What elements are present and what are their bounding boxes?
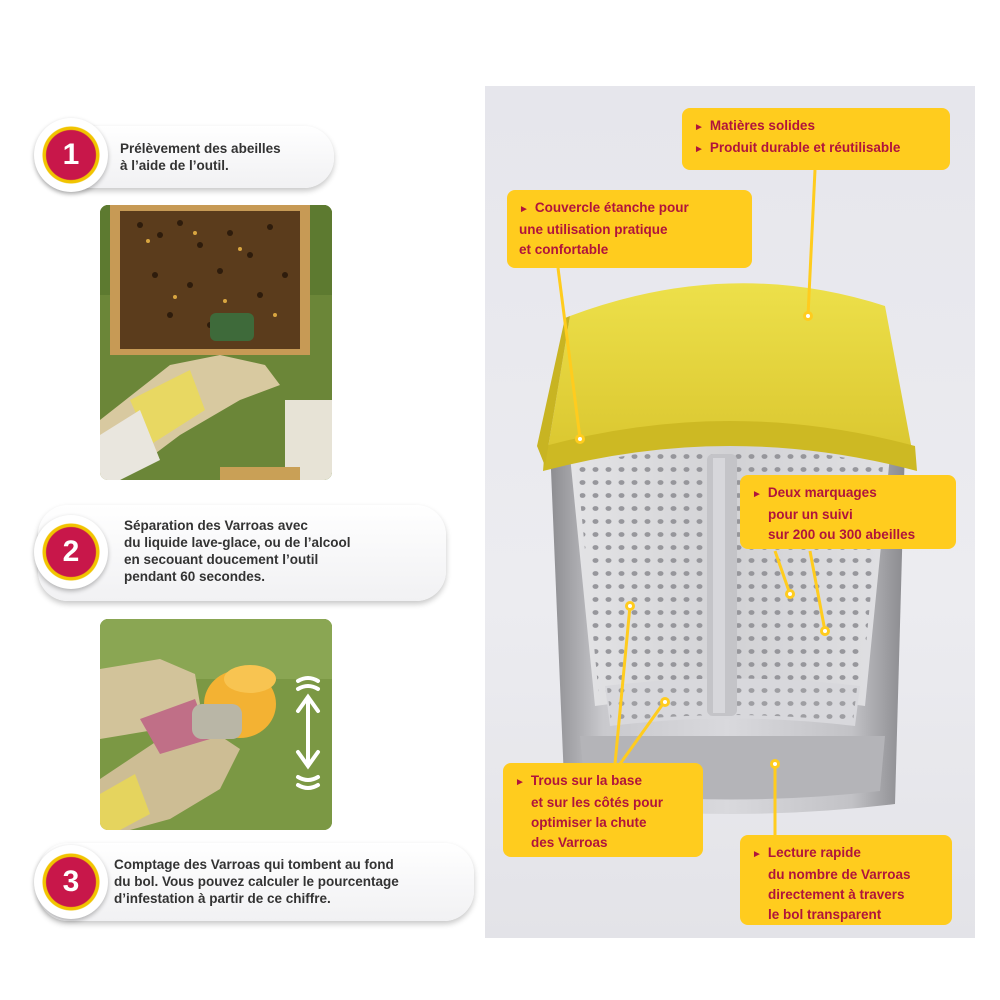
step-3-text: Comptage des Varroas qui tombent au fond du bol. Vous pouvez calculer le pourcentage d’infestation à partir de ce chiffre. <box>114 857 399 906</box>
callout-line: sur 200 ou 300 abeilles <box>768 527 916 542</box>
callout-line: et sur les côtés pour <box>531 795 664 810</box>
callout-line: des Varroas <box>531 835 608 850</box>
callout-line: ► Couvercle étanche pour <box>519 200 689 215</box>
step-2-text: Séparation des Varroas avec du liquide lave-glace, ou de l’alcool en secouant doucement l’outil pendant 60 secondes. <box>124 518 351 584</box>
step-2-card <box>38 505 446 601</box>
callout-dot-base-holes <box>660 697 670 707</box>
callout-holes <box>503 763 703 857</box>
step-number: 3 <box>62 865 80 898</box>
callout-line: pour un suivi <box>768 507 853 522</box>
callout-line: ► Matières solides <box>694 118 815 133</box>
callout-line: du nombre de Varroas <box>768 867 911 882</box>
callout-line: une utilisation pratique <box>519 222 668 237</box>
step-2-badge <box>34 515 108 589</box>
step-number: 2 <box>62 535 80 568</box>
callout-dot-bowl <box>770 759 780 769</box>
callout-line: optimiser la chute <box>531 815 647 830</box>
photo-bee-sampling <box>100 205 332 480</box>
step-1-text: Prélèvement des abeilles à l’aide de l’outil. <box>120 141 281 173</box>
step-1-card <box>38 126 334 188</box>
callout-dot-side-holes <box>625 601 635 611</box>
step-number: 1 <box>62 138 80 171</box>
callout-lid <box>507 190 752 268</box>
step-3-card <box>38 843 474 921</box>
callout-line: directement à travers <box>768 887 905 902</box>
callout-line: ► Deux marquages <box>752 485 877 500</box>
callout-dot-lid <box>803 311 813 321</box>
callout-dot-mark-2 <box>820 626 830 636</box>
callout-dot-mark-1 <box>785 589 795 599</box>
callout-markings <box>740 475 956 549</box>
callout-line: ► Produit durable et réutilisable <box>694 140 901 155</box>
step-1-badge <box>34 118 108 192</box>
step-3-badge <box>34 845 108 919</box>
callout-line: ► Lecture rapide <box>752 845 861 860</box>
callout-reading <box>740 835 952 925</box>
callout-line: et confortable <box>519 242 609 257</box>
callout-line: ► Trous sur la base <box>515 773 642 788</box>
photo-shaking-tool <box>100 619 332 830</box>
callout-materials <box>682 108 950 170</box>
callout-dot-seal <box>575 434 585 444</box>
callout-line: le bol transparent <box>768 907 882 922</box>
